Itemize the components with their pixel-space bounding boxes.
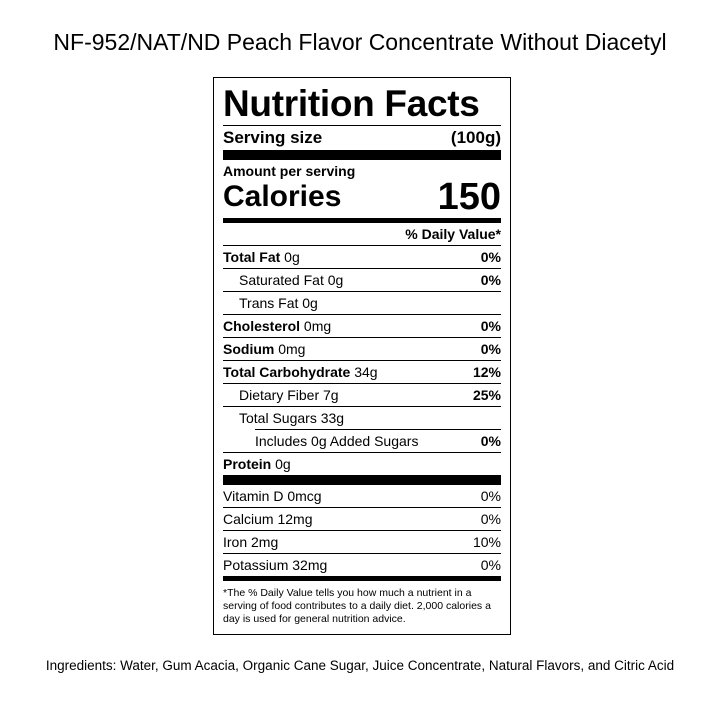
nutrient-name: Dietary Fiber 7g xyxy=(239,387,339,403)
vitamin-name: Potassium 32mg xyxy=(223,557,328,573)
nutrient-name: Total Fat xyxy=(223,249,281,265)
vitamin-dv: 0% xyxy=(480,557,501,573)
daily-value-footnote: *The % Daily Value tells you how much a nutrient in a serving of food contributes to a daily diet. 2,000 calories a day is used for general nutrition advice. xyxy=(223,587,491,625)
page-title: NF-952/NAT/ND Peach Flavor Concentrate Without Diacetyl xyxy=(53,29,667,55)
nutrient-name: Trans Fat 0g xyxy=(239,295,318,311)
nutrient-dv: 0% xyxy=(480,249,501,265)
nutrient-dv: 0% xyxy=(480,318,501,334)
nutrient-dv: 0% xyxy=(480,272,501,288)
ingredients-text: Ingredients: Water, Gum Acacia, Organic Cane Sugar, Juice Concentrate, Natural Flavors, and Citric Acid xyxy=(45,658,675,673)
nutrient-name: Includes 0g Added Sugars xyxy=(255,433,419,449)
calories-value: 150 xyxy=(437,176,501,218)
daily-value-header: % Daily Value* xyxy=(405,226,501,242)
calories-label: Calories xyxy=(223,180,342,213)
nutrition-facts-label xyxy=(213,77,511,635)
vitamin-dv: 0% xyxy=(480,488,501,504)
vitamin-row-vitamin-d xyxy=(223,485,501,507)
nutrient-amount: 0mg xyxy=(300,318,332,334)
vitamin-name: Calcium 12mg xyxy=(223,511,313,527)
thick-divider xyxy=(223,475,501,485)
nutrient-row-trans-fat xyxy=(223,291,501,314)
serving-size-label: Serving size xyxy=(223,128,323,147)
vitamin-name: Vitamin D 0mcg xyxy=(223,488,322,504)
nutrient-name: Cholesterol xyxy=(223,318,301,334)
nutrient-amount: 0g xyxy=(271,456,291,472)
amount-per-serving: Amount per serving xyxy=(223,163,356,179)
nutrient-amount: 0mg xyxy=(274,341,306,357)
vitamin-row-iron xyxy=(223,530,501,553)
nutrient-dv: 0% xyxy=(480,433,501,449)
nutrient-name: Saturated Fat 0g xyxy=(239,272,344,288)
vitamin-row-potassium xyxy=(223,553,501,576)
nutrient-amount: 0g xyxy=(280,249,300,265)
calories-row xyxy=(223,176,501,218)
nutrient-dv: 0% xyxy=(480,341,501,357)
nutrient-name: Protein xyxy=(223,456,272,472)
vitamin-name: Iron 2mg xyxy=(223,534,279,550)
serving-size-row xyxy=(223,125,501,150)
vitamin-dv: 10% xyxy=(472,534,501,550)
nutrient-row-saturated-fat xyxy=(223,268,501,291)
nutrient-dv: 12% xyxy=(472,364,501,380)
thick-divider xyxy=(223,150,501,160)
medium-divider xyxy=(223,576,501,581)
nutrient-name: Total Carbohydrate xyxy=(223,364,351,380)
nutrient-dv: 25% xyxy=(472,387,501,403)
nutrition-facts-title: Nutrition Facts xyxy=(223,83,480,124)
nutrient-row-protein xyxy=(223,452,501,475)
nutrient-row-total-sugars xyxy=(223,406,501,429)
nutrient-name: Total Sugars 33g xyxy=(239,410,345,426)
nutrient-row-dietary-fiber xyxy=(223,383,501,406)
vitamin-dv: 0% xyxy=(480,511,501,527)
nutrient-row-cholesterol xyxy=(223,314,501,337)
vitamin-row-calcium xyxy=(223,507,501,530)
nutrient-row-added-sugars xyxy=(255,429,501,452)
nutrient-name: Sodium xyxy=(223,341,275,357)
nutrient-row-total-fat xyxy=(223,245,501,268)
nutrient-row-sodium xyxy=(223,337,501,360)
nutrient-amount: 34g xyxy=(350,364,378,380)
serving-size-value: (100g) xyxy=(450,128,501,147)
nutrient-row-total-carbohydrate xyxy=(223,360,501,383)
